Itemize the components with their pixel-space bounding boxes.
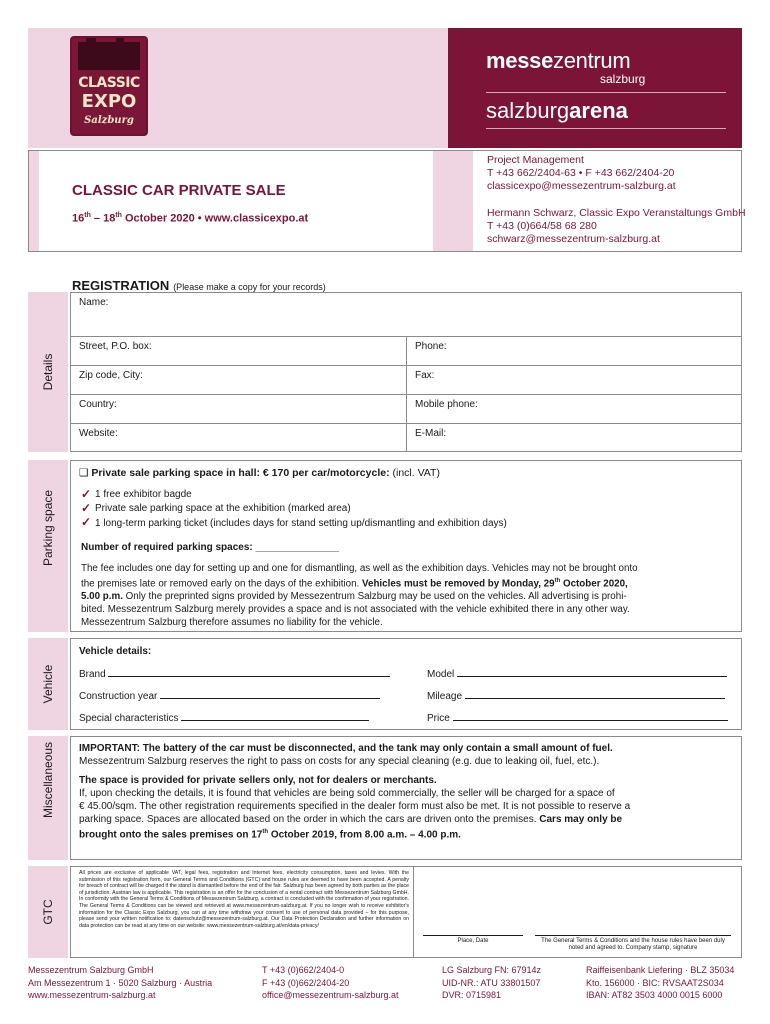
email-field[interactable]: E-Mail: [406,423,742,452]
misc-label-wrap [28,741,68,818]
gtc-label-wrap [28,899,68,925]
gtc-label: GTC [41,899,55,925]
logo-line-3: Salzburg [84,115,134,126]
construction-year-field[interactable]: Construction year [79,689,380,702]
terms-line: 5.00 p.m. Only the preprinted signs provided by Messezentrum Salzburg may be used on the vehicles. All advertising is prohi- [81,591,627,603]
misc-section [70,736,742,860]
footer-company [28,964,212,1002]
parking-section [70,460,742,632]
checkmark-icon: ✓ [81,515,92,529]
details-label-wrap [28,353,68,391]
terms-line: The fee includes one day for setting up and one for dismantling, as well as the exhibition days. Vehicles may not be brought onto [81,563,638,574]
signature-label: The General Terms & Conditions and the house rules have been duly noted and agreed to. Company stamp, signature [541,938,725,951]
terms-line: the premises late or removed early on the days of the exhibition. Vehicles must be removed by Monday, 29th October 2020, [81,578,628,590]
hermann-schwarz-contact [487,207,746,246]
special-characteristics-field[interactable]: Special characteristics [79,711,369,724]
vehicle-side-band [28,638,68,730]
footer-line: Kto. 156000 · BIC: RVSAAT2S034 [586,977,724,988]
place-date-label: Place, Date [457,938,489,944]
gtc-divider [413,866,414,958]
checkmark-icon: ✓ [81,501,92,515]
misc-text [79,742,735,841]
contact-email[interactable]: schwarz@messezentrum-salzburg.at [487,233,660,245]
gtc-text: All prices are exclusive of applicable VAT, legal fees, registration and Internet fees, electricity consumption, taxes and levies. With the submission of this registration form, our General Terms and Conditions (GTC) and house rules are deemed to have been accepted. A penalty for breach of contract will be charged if the stand is dismantled before the end of the fair. Salzburg has been agreed by both parties as the place of jurisdiction. Austrian law is applicable. This registration is an offer for the conclusion of a rental contract with Messezentrum Salzburg GmbH. In conformity with the General Terms & Conditions of Messezentrum Salzburg, a contract is concluded with the confirmation of your registration. The General Terms & Conditions can be viewed and retrieved at www.messezentrum-salzburg.at. If you no longer wish to receive exhibitor's information for the Classic Expo Salzburg, you can at any time withdraw your consent to use of personal data provided – for this purpose, please send your written notification to: datenschutz@messezentrum-salzburg.at. Our Data Protection Declaration and further information on data protection can be read at any time on our website: www.messezentrum-salzburg.at/en/data-privacy/ [79,870,409,929]
terms-line: Messezentrum Salzburg therefore assumes no liability for the vehicle. [81,617,383,629]
contact-line: Hermann Schwarz, Classic Expo Veranstaltungs GmbH [487,207,746,219]
registration-heading [72,278,326,293]
title-band-left [29,151,39,251]
parking-label: Parking space [41,489,55,566]
misc-line: parking space. Spaces are allocated based on the order in which the cars are driven onto the premises. Cars may only be [79,814,623,825]
zip-city-field[interactable]: Zip code, City: [70,365,407,395]
footer-bank [586,964,734,1002]
vehicle-section [70,638,742,730]
gtc-side-band [28,866,68,958]
model-field[interactable]: Model [427,667,727,680]
name-field[interactable]: Name: [70,292,742,337]
castle-icon [78,42,140,70]
misc-label: Miscellaneous [41,741,55,818]
footer-line: DVR: 0715981 [442,990,502,1000]
classic-expo-logo [70,36,148,136]
mobile-field[interactable]: Mobile phone: [406,394,742,424]
title-band-mid [433,151,473,251]
footer-line: Messezentrum Salzburg GmbH [28,965,154,975]
footer-registry [442,964,541,1002]
project-management-contact [487,154,676,193]
parking-label-wrap [28,489,68,566]
footer-contact [262,964,399,1002]
logo-line-1: CLASSIC [78,75,140,91]
details-label: Details [41,353,55,391]
event-dates: 16th – 18th October 2020 • www.classicexpo.at [72,212,309,225]
footer-line: Raiffeisenbank Liefering · BLZ 35034 [586,965,735,975]
parking-side-band [28,460,68,632]
brand-city: salzburg [600,72,646,86]
parking-item: 1 long-term parking ticket (includes days for stand setting up/dismantling and exhibition days) [95,518,507,529]
phone-field[interactable]: Phone: [406,336,742,366]
footer-line: IBAN: AT82 3503 4000 0015 6000 [586,990,723,1000]
footer-link[interactable]: office@messezentrum-salzburg.at [262,990,399,1000]
footer-line: Am Messezentrum 1 · 5020 Salzburg · Austria [28,977,213,988]
registration-title: REGISTRATION [72,278,170,293]
arena-name: salzburgarena [486,98,628,123]
misc-line: If, upon checking the details, it is found that vehicles are being sold commercially, the seller will be charged for a space of [79,788,615,799]
parking-item: 1 free exhibitor bagde [95,489,192,500]
website-field[interactable]: Website: [70,423,407,452]
country-field[interactable]: Country: [70,394,407,424]
logo-line-2: EXPO [81,91,137,112]
checkbox-icon[interactable]: ❑ [79,467,89,479]
contact-line: T +43 (0)664/58 68 280 [487,220,597,232]
brand-name: messezentrum [486,48,631,73]
footer-line: T +43 (0)662/2404-0 [262,965,345,975]
page-title: CLASSIC CAR PRIVATE SALE [72,182,286,199]
vehicle-label-wrap [28,664,68,704]
signature-line[interactable] [535,935,731,936]
misc-line: IMPORTANT: The battery of the car must be disconnected, and the tank may only contain a small amount of fuel. [79,743,613,754]
parking-quantity-field[interactable]: Number of required parking spaces: _______________ [81,542,339,553]
misc-line: Messezentrum Salzburg reserves the right to pass on costs for any special cleaning (e.g. due to leaking oil, fuel, etc.). [79,756,600,767]
place-date-line[interactable] [423,935,523,936]
contact-line: T +43 662/2404-63 • F +43 662/2404-20 [487,167,675,179]
parking-terms [81,562,736,629]
misc-side-band [28,736,68,860]
checkmark-icon: ✓ [81,487,92,501]
fax-field[interactable]: Fax: [406,365,742,395]
misc-line: The space is provided for private sellers only, not for dealers or merchants. [79,775,437,786]
terms-line: bited. Messezentrum Salzburg merely provides a space and is not associated with the vehicle exhibited there in any other way. [81,604,630,616]
parking-item: Private sale parking space at the exhibition (marked area) [95,503,351,514]
misc-line: € 45.00/sqm. The other registration requirements specified in the dealer form must also be met. It is not possible to reserve a [79,801,631,812]
parking-main-option[interactable]: ❑ Private sale parking space in hall: € 170 per car/motorcycle: (incl. VAT) [79,467,440,479]
contact-line: Project Management [487,154,584,166]
footer-line: LG Salzburg FN: 67914z [442,965,542,975]
brand-divider-2 [486,128,726,129]
misc-line: brought onto the sales premises on 17th October 2019, from 8.00 a.m. – 4.00 p.m. [79,829,461,841]
details-section [70,292,742,452]
details-side-band [28,292,68,452]
messezentrum-brand-box [448,28,742,148]
footer-link[interactable]: www.messezentrum-salzburg.at [28,990,156,1000]
street-field[interactable]: Street, P.O. box: [70,336,407,366]
vehicle-label: Vehicle [41,664,55,704]
price-field[interactable]: Price [427,711,728,724]
brand-divider [486,92,726,93]
brand-field[interactable]: Brand [79,667,390,680]
contact-email[interactable]: classicexpo@messezentrum-salzburg.at [487,180,676,192]
footer-line: UID-NR.: ATU 33801507 [442,977,541,988]
vehicle-heading: Vehicle details: [79,646,152,657]
footer-line: F +43 (0)662/2404-20 [262,977,350,988]
registration-note: (Please make a copy for your records) [173,282,326,292]
mileage-field[interactable]: Mileage [427,689,725,702]
